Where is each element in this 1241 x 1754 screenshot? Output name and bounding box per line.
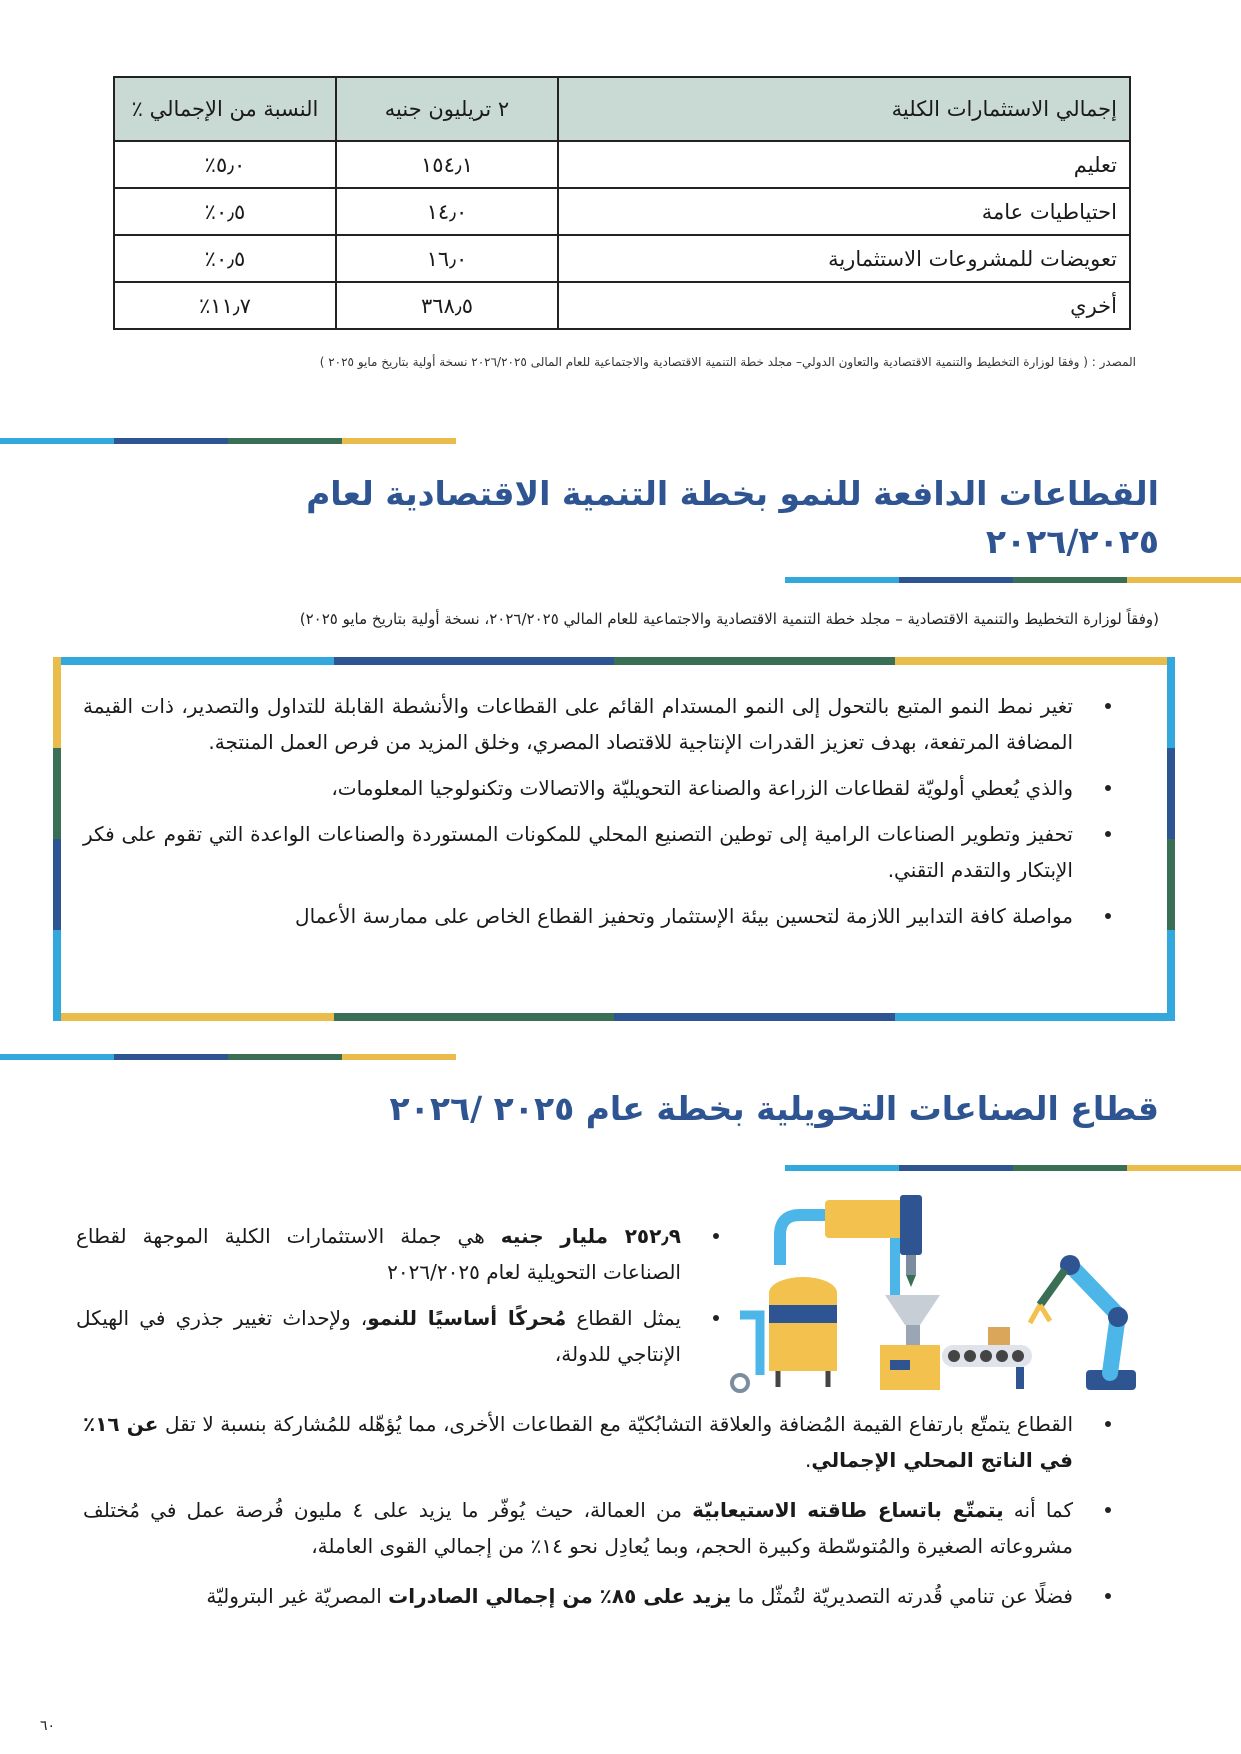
decor-stripe <box>0 438 456 444</box>
row-value: ٣٦٨٫٥ <box>336 282 558 329</box>
list-item-text: . <box>805 1448 812 1472</box>
table-source-note: المصدر : ( وفقا لوزارة التخطيط والتنمية الاقتصادية والتعاون الدولي– مجلد خطة التنمية الاقتصادية والاجتماعية للعام المالى ٢٠٢٦/٢٠٢٥ نسخة أولية بتاريخ مايو ٢٠٢٥ ) <box>319 355 1136 369</box>
emphasis: يزيد على ٨٥٪ من إجمالي الصادرات <box>388 1584 732 1608</box>
row-label: أخري <box>558 282 1130 329</box>
section-source-note: (وفقاً لوزارة التخطيط والتنمية الاقتصادية – مجلد خطة التنمية الاقتصادية والاجتماعية للعام المالي ٢٠٢٦/٢٠٢٥، نسخة أولية بتاريخ مايو ٢٠٢٥) <box>299 610 1159 628</box>
sector-top-bullets <box>76 1218 681 1372</box>
list-item <box>83 770 1073 806</box>
list-item-text: مواصلة كافة التدابير اللازمة لتحسين بيئة الإستثمار وتحفيز القطاع الخاص على ممارسة الأعمال <box>295 904 1073 928</box>
row-label: تعويضات للمشروعات الاستثمارية <box>558 235 1130 282</box>
table-header: النسبة من الإجمالي ٪ <box>114 77 336 141</box>
table-header-row <box>114 77 1130 141</box>
sector-bullets <box>83 1406 1073 1614</box>
row-percent: ١١٫٧٪ <box>114 282 336 329</box>
list-item <box>83 1492 1073 1564</box>
row-percent: ٠٫٥٪ <box>114 235 336 282</box>
list-item-text: يمثل القطاع <box>566 1306 681 1330</box>
list-item-text: المصريّة غير البتروليّة <box>206 1584 389 1608</box>
list-item <box>83 816 1073 888</box>
emphasis: عن ١٦٪ في الناتج المحلي الإجمالي <box>83 1412 1073 1472</box>
list-item-text: من العمالة، حيث يُوفّر ما يزيد على ٤ مليون فُرصة عمل في مُختلف مشروعاته الصغيرة والمُتوسّطة وكبيرة الحجم، وبما يُعادِل نحو ١٤٪ من إجمالي القوى العاملة، <box>83 1498 1073 1558</box>
decor-stripe <box>0 1054 456 1060</box>
factory-illustration <box>720 1195 1150 1395</box>
row-percent: ٥٫٠٪ <box>114 141 336 188</box>
section-title: قطاع الصناعات التحويلية بخطة عام ٢٠٢٥ /٢٠٢٦ <box>389 1089 1159 1128</box>
decor-stripe <box>785 1165 1241 1171</box>
table-header: ٢ تريليون جنيه <box>336 77 558 141</box>
list-item-text: القطاع يتمتّع بارتفاع القيمة المُضافة والعلاقة التشابُكيّة مع القطاعات الأخرى، مما يُؤهّله للمُشاركة بنسبة لا تقل <box>158 1412 1074 1436</box>
investment-table <box>113 76 1131 330</box>
row-value: ١٦٫٠ <box>336 235 558 282</box>
list-item <box>76 1300 681 1372</box>
list-item <box>83 1578 1073 1614</box>
page-number: ٦٠ <box>40 1718 56 1734</box>
list-item <box>83 898 1073 934</box>
decor-stripe <box>785 577 1241 583</box>
list-item-text: هي جملة الاستثمارات الكلية الموجهة لقطاع الصناعات التحويلية لعام ٢٠٢٦/٢٠٢٥ <box>76 1224 681 1284</box>
row-percent: ٠٫٥٪ <box>114 188 336 235</box>
table-header: إجمالي الاستثمارات الكلية <box>558 77 1130 141</box>
row-value: ١٤٫٠ <box>336 188 558 235</box>
table-row <box>114 235 1130 282</box>
list-item-text: فضلًا عن تنامي قُدرته التصديريّة لتُمثّل ما <box>731 1584 1073 1608</box>
emphasis: مُحركًا أساسيًا للنمو <box>367 1306 567 1330</box>
table-row <box>114 282 1130 329</box>
list-item-text: تغير نمط النمو المتبع بالتحول إلى النمو المستدام القائم على القطاعات والأنشطة القابلة للتداول والتصدير، ذات القيمة المضافة المرتفعة، بهدف تعزيز القدرات الإنتاجية للاقتصاد المصري، وخلق المزيد من فرص العمل المنتجة. <box>83 694 1073 754</box>
row-value: ١٥٤٫١ <box>336 141 558 188</box>
table-row <box>114 188 1130 235</box>
list-item <box>76 1218 681 1290</box>
row-label: احتياطيات عامة <box>558 188 1130 235</box>
list-item-text: كما أنه <box>1003 1498 1073 1522</box>
list-item <box>83 688 1073 760</box>
section-title: القطاعات الدافعة للنمو بخطة التنمية الاقتصادية لعام ٢٠٢٦/٢٠٢٥ <box>306 474 1159 561</box>
list-item-text: والذي يُعطي أولويّة لقطاعات الزراعة والصناعة التحويليّة والاتصالات وتكنولوجيا المعلومات، <box>331 776 1073 800</box>
emphasis: يتمتّع باتساع طاقته الاستيعابيّة <box>692 1498 1004 1522</box>
growth-bullets <box>83 688 1073 934</box>
row-label: تعليم <box>558 141 1130 188</box>
list-item <box>83 1406 1073 1478</box>
list-item-text: ، ولإحداث تغيير جذري في الهيكل الإنتاجي للدولة، <box>76 1306 681 1366</box>
emphasis: ٢٥٢٫٩ مليار جنيه <box>500 1224 681 1248</box>
list-item-text: تحفيز وتطوير الصناعات الرامية إلى توطين التصنيع المحلي للمكونات المستوردة والصناعات الواعدة التي تقوم على فكر الإبتكار والتقدم التقني. <box>83 822 1073 882</box>
table-row <box>114 141 1130 188</box>
